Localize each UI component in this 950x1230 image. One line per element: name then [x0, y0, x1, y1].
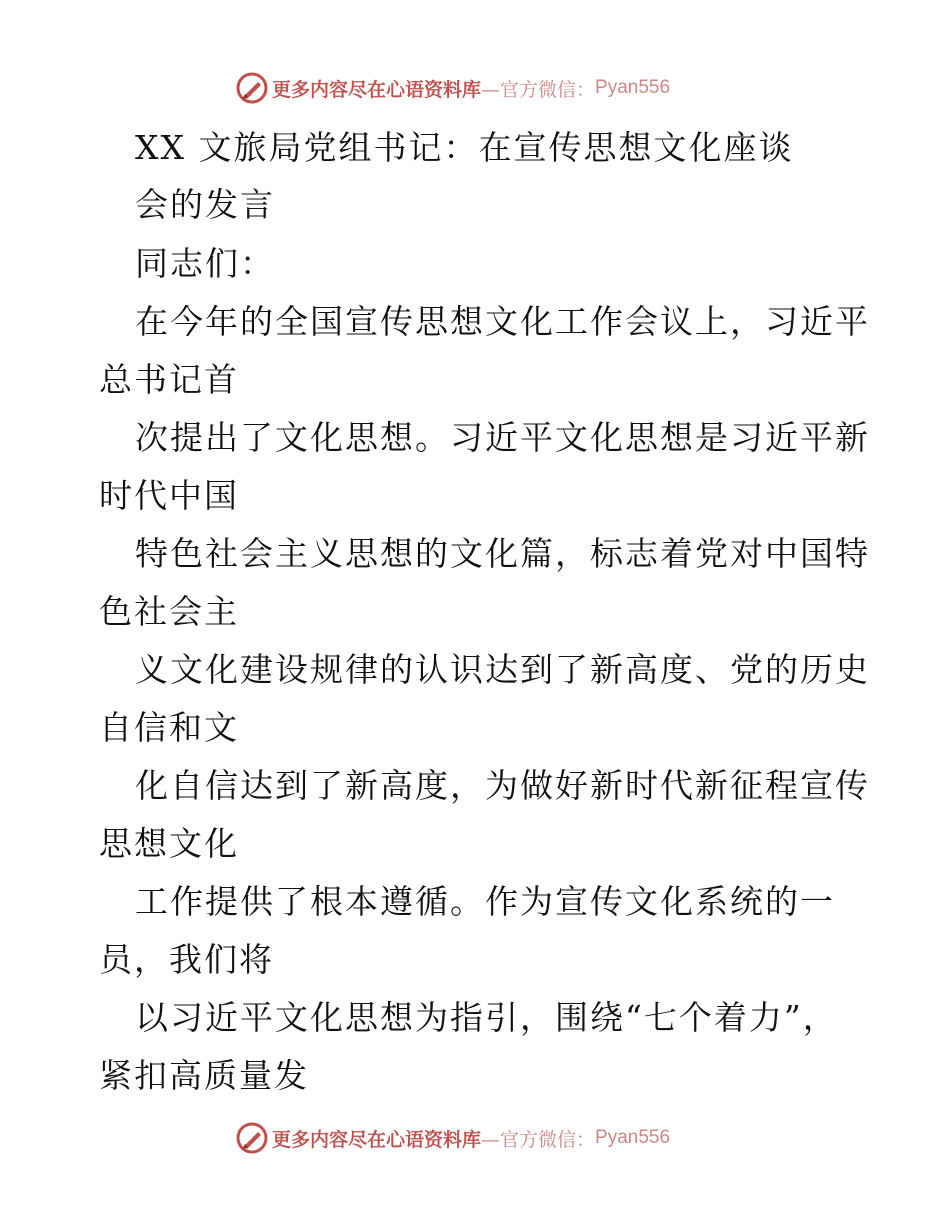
footer-watermark — [0, 1120, 950, 1160]
paragraph-line: 自信和文 — [99, 708, 239, 747]
salutation: 同志们： — [135, 244, 275, 283]
document-title-line-1: XX 文旅局党组书记：在宣传思想文化座谈 — [135, 128, 794, 167]
watermark-sub-text: —官方微信： — [481, 1128, 596, 1151]
paragraph-line: 员，我们将 — [99, 940, 274, 979]
paragraph-line: 义文化建设规律的认识达到了新高度、党的历史 — [135, 650, 870, 689]
pen-logo-icon — [236, 72, 268, 104]
watermark-content — [236, 72, 670, 104]
paragraph-line: 时代中国 — [99, 476, 239, 515]
watermark-sub-text: —官方微信： — [481, 78, 596, 101]
paragraph-line: 紧扣高质量发 — [99, 1056, 309, 1095]
header-watermark — [0, 70, 950, 110]
paragraph-line: 思想文化 — [99, 824, 239, 863]
document-title-line-2: 会的发言 — [135, 185, 275, 224]
paragraph-line: 次提出了文化思想。习近平文化思想是习近平新 — [135, 418, 870, 457]
paragraph-line: 工作提供了根本遵循。作为宣传文化系统的一 — [135, 882, 835, 921]
paragraph-line: 总书记首 — [99, 360, 239, 399]
watermark-wechat-id: Pyan556 — [595, 1127, 671, 1148]
paragraph-line: 在今年的全国宣传思想文化工作会议上，习近平 — [135, 302, 870, 341]
paragraph-line: 色社会主 — [99, 592, 239, 631]
watermark-content — [236, 1122, 670, 1154]
paragraph-line: 特色社会主义思想的文化篇，标志着党对中国特 — [135, 534, 870, 573]
paragraph-line: 化自信达到了新高度，为做好新时代新征程宣传 — [135, 766, 870, 805]
watermark-wechat-id: Pyan556 — [595, 77, 671, 98]
watermark-main-text: 更多内容尽在心语资料库 — [272, 1128, 482, 1151]
paragraph-line: 以习近平文化思想为指引，围绕“七个着力”， — [135, 998, 838, 1037]
watermark-main-text: 更多内容尽在心语资料库 — [272, 78, 482, 101]
pen-logo-icon — [236, 1122, 268, 1154]
